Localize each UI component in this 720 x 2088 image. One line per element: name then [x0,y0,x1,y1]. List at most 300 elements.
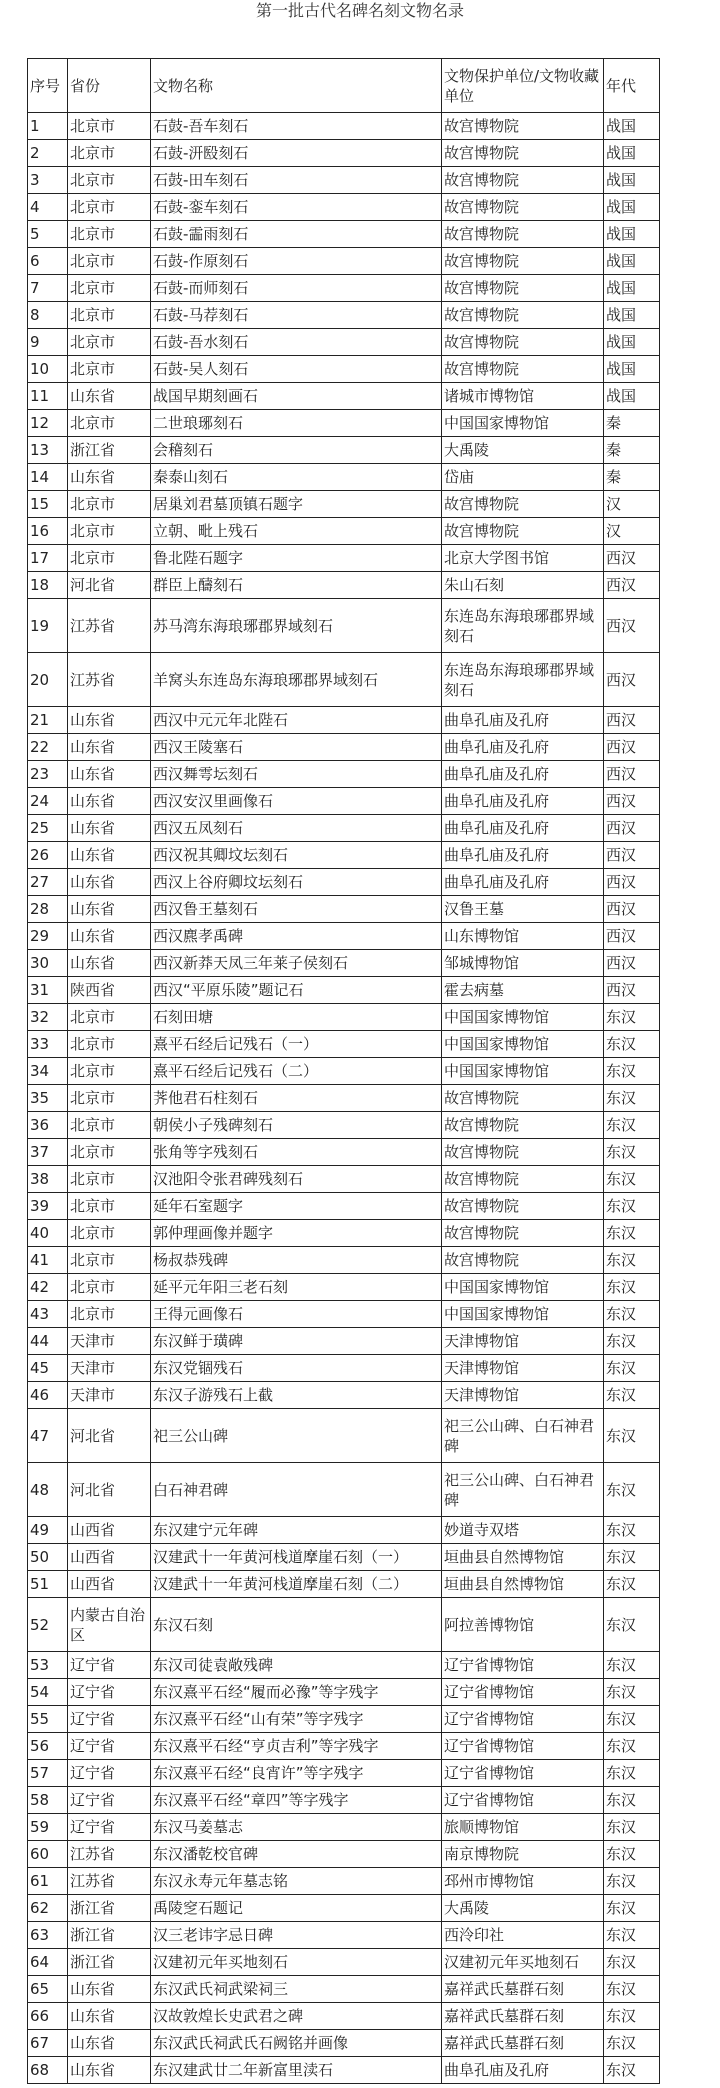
cell-no: 5 [28,221,68,248]
table-row [28,788,660,815]
cell-province: 北京市 [68,1058,151,1085]
table-row [28,1949,660,1976]
cell-no: 46 [28,1382,68,1409]
cell-unit: 故宫博物院 [442,167,604,194]
cell-province: 山东省 [68,1976,151,2003]
cell-province: 山东省 [68,707,151,734]
cell-unit: 曲阜孔庙及孔府 [442,815,604,842]
cell-no: 41 [28,1247,68,1274]
table-row [28,869,660,896]
cell-unit: 中国国家博物馆 [442,1301,604,1328]
cell-era: 东汉 [604,1598,660,1652]
cell-province: 山西省 [68,1571,151,1598]
cell-no: 20 [28,653,68,707]
cell-no: 6 [28,248,68,275]
cell-era: 战国 [604,383,660,410]
cell-province: 山东省 [68,788,151,815]
table-row [28,1112,660,1139]
cell-province: 浙江省 [68,437,151,464]
table-row [28,383,660,410]
cell-no: 64 [28,1949,68,1976]
cell-name: 延平元年阳三老石刻 [151,1274,442,1301]
header-unit: 文物保护单位/文物收藏单位 [442,59,604,113]
table-row [28,194,660,221]
cell-no: 68 [28,2057,68,2084]
table-row [28,302,660,329]
table-row [28,761,660,788]
table-row [28,842,660,869]
cell-name: 石鼓-作原刻石 [151,248,442,275]
cell-era: 东汉 [604,1868,660,1895]
table-row [28,1760,660,1787]
cell-name: 白石神君碑 [151,1463,442,1517]
cell-name: 东汉石刻 [151,1598,442,1652]
cell-era: 东汉 [604,1895,660,1922]
table-row [28,1706,660,1733]
cell-unit: 故宫博物院 [442,275,604,302]
cell-province: 北京市 [68,248,151,275]
cell-unit: 嘉祥武氏墓群石刻 [442,2003,604,2030]
cell-no: 22 [28,734,68,761]
cell-unit: 辽宁省博物馆 [442,1787,604,1814]
cell-no: 55 [28,1706,68,1733]
table-row [28,1733,660,1760]
cell-unit: 辽宁省博物馆 [442,1706,604,1733]
table-row [28,1598,660,1652]
cell-name: 石鼓-吾水刻石 [151,329,442,356]
cell-unit: 曲阜孔庙及孔府 [442,842,604,869]
table-row [28,113,660,140]
cell-name: 东汉熹平石经“章四”等字残字 [151,1787,442,1814]
cell-province: 辽宁省 [68,1787,151,1814]
table-row [28,2057,660,2084]
cell-no: 65 [28,1976,68,2003]
cell-no: 59 [28,1814,68,1841]
cell-unit: 天津博物馆 [442,1328,604,1355]
cell-unit: 故宫博物院 [442,248,604,275]
cell-no: 32 [28,1004,68,1031]
cell-province: 北京市 [68,329,151,356]
cell-province: 江苏省 [68,599,151,653]
cell-era: 东汉 [604,1679,660,1706]
cell-unit: 辽宁省博物馆 [442,1760,604,1787]
cell-unit: 北京大学图书馆 [442,545,604,572]
cell-name: 东汉建武廿二年新富里渎石 [151,2057,442,2084]
cell-province: 北京市 [68,1085,151,1112]
cell-unit: 邹城博物馆 [442,950,604,977]
cell-no: 29 [28,923,68,950]
cell-unit: 妙道寺双塔 [442,1517,604,1544]
cell-province: 江苏省 [68,653,151,707]
cell-era: 东汉 [604,1031,660,1058]
cell-unit: 诸城市博物馆 [442,383,604,410]
cell-name: 会稽刻石 [151,437,442,464]
cell-no: 61 [28,1868,68,1895]
cell-name: 东汉熹平石经“亨贞吉利”等字残字 [151,1733,442,1760]
table-row [28,815,660,842]
cell-era: 东汉 [604,2057,660,2084]
cell-no: 57 [28,1760,68,1787]
cell-name: 西汉中元元年北陛石 [151,707,442,734]
cell-province: 北京市 [68,302,151,329]
table-row [28,1922,660,1949]
table-row [28,1139,660,1166]
cell-unit: 汉建初元年买地刻石 [442,1949,604,1976]
cell-era: 西汉 [604,572,660,599]
cell-unit: 曲阜孔庙及孔府 [442,707,604,734]
cell-unit: 垣曲县自然博物馆 [442,1544,604,1571]
cell-unit: 朱山石刻 [442,572,604,599]
cell-province: 北京市 [68,1301,151,1328]
cell-no: 35 [28,1085,68,1112]
cell-unit: 曲阜孔庙及孔府 [442,761,604,788]
cell-no: 47 [28,1409,68,1463]
cell-no: 49 [28,1517,68,1544]
cell-no: 54 [28,1679,68,1706]
cell-province: 北京市 [68,275,151,302]
cell-unit: 中国国家博物馆 [442,410,604,437]
cell-unit: 东连岛东海琅琊郡界域刻石 [442,653,604,707]
cell-no: 60 [28,1841,68,1868]
cell-era: 东汉 [604,1706,660,1733]
cell-era: 西汉 [604,869,660,896]
cell-name: 东汉武氏祠武氏石阙铭并画像 [151,2030,442,2057]
cell-unit: 故宫博物院 [442,194,604,221]
cell-unit: 曲阜孔庙及孔府 [442,869,604,896]
cell-era: 东汉 [604,1328,660,1355]
table-row [28,1409,660,1463]
table-row [28,1004,660,1031]
cell-no: 51 [28,1571,68,1598]
cell-province: 江苏省 [68,1868,151,1895]
cell-unit: 故宫博物院 [442,1139,604,1166]
cell-name: 熹平石经后记残石（二） [151,1058,442,1085]
cell-province: 山东省 [68,842,151,869]
cell-era: 东汉 [604,1733,660,1760]
cell-province: 浙江省 [68,1895,151,1922]
cell-name: 汉三老讳字忌日碑 [151,1922,442,1949]
table-row [28,1355,660,1382]
cell-era: 战国 [604,167,660,194]
cell-era: 战国 [604,275,660,302]
cell-era: 西汉 [604,815,660,842]
cell-no: 4 [28,194,68,221]
table-row [28,1274,660,1301]
cell-unit: 故宫博物院 [442,1247,604,1274]
table-row [28,1814,660,1841]
cell-unit: 南京博物院 [442,1841,604,1868]
table-row [28,464,660,491]
cell-era: 东汉 [604,1139,660,1166]
cell-province: 北京市 [68,1220,151,1247]
cell-era: 东汉 [604,1571,660,1598]
cell-era: 秦 [604,410,660,437]
cell-name: 荠他君石柱刻石 [151,1085,442,1112]
cell-name: 东汉永寿元年墓志铭 [151,1868,442,1895]
cell-province: 辽宁省 [68,1652,151,1679]
cell-no: 1 [28,113,68,140]
cell-unit: 辽宁省博物馆 [442,1733,604,1760]
cell-era: 东汉 [604,1382,660,1409]
cell-name: 东汉子游残石上截 [151,1382,442,1409]
cell-unit: 大禹陵 [442,437,604,464]
cell-no: 56 [28,1733,68,1760]
cell-no: 17 [28,545,68,572]
cell-province: 河北省 [68,572,151,599]
cell-no: 67 [28,2030,68,2057]
header-era: 年代 [604,59,660,113]
cell-province: 河北省 [68,1463,151,1517]
cell-no: 13 [28,437,68,464]
table-row [28,329,660,356]
cell-era: 东汉 [604,1544,660,1571]
cell-no: 16 [28,518,68,545]
table-row [28,896,660,923]
table-row [28,1193,660,1220]
cell-era: 汉 [604,518,660,545]
cell-unit: 辽宁省博物馆 [442,1652,604,1679]
cell-era: 东汉 [604,1409,660,1463]
cell-name: 东汉司徒袁敞残碑 [151,1652,442,1679]
cell-unit: 故宫博物院 [442,302,604,329]
cell-province: 山东省 [68,950,151,977]
cell-unit: 东连岛东海琅琊郡界域刻石 [442,599,604,653]
table-row [28,1220,660,1247]
cell-era: 东汉 [604,1949,660,1976]
cell-era: 西汉 [604,707,660,734]
table-row [28,1328,660,1355]
cell-no: 14 [28,464,68,491]
cell-province: 北京市 [68,1193,151,1220]
cell-no: 36 [28,1112,68,1139]
cell-unit: 故宫博物院 [442,491,604,518]
cell-unit: 天津博物馆 [442,1355,604,1382]
cell-no: 23 [28,761,68,788]
table-row [28,923,660,950]
cell-era: 战国 [604,194,660,221]
cell-unit: 祀三公山碑、白石神君碑 [442,1463,604,1517]
cell-no: 8 [28,302,68,329]
cell-name: 群臣上醻刻石 [151,572,442,599]
cell-era: 东汉 [604,1058,660,1085]
cell-name: 西汉新莽天凤三年莱子侯刻石 [151,950,442,977]
cell-no: 63 [28,1922,68,1949]
cell-unit: 旅顺博物馆 [442,1814,604,1841]
cell-name: 汉建武十一年黄河栈道摩崖石刻（二） [151,1571,442,1598]
cell-province: 辽宁省 [68,1733,151,1760]
cell-no: 45 [28,1355,68,1382]
cell-province: 天津市 [68,1355,151,1382]
cell-province: 山东省 [68,896,151,923]
cell-province: 山东省 [68,734,151,761]
table-row [28,221,660,248]
cell-name: 羊窝头东连岛东海琅琊郡界域刻石 [151,653,442,707]
cell-era: 东汉 [604,1841,660,1868]
cell-era: 秦 [604,437,660,464]
table-row [28,1058,660,1085]
cell-unit: 故宫博物院 [442,221,604,248]
cell-unit: 故宫博物院 [442,1112,604,1139]
cell-unit: 中国国家博物馆 [442,1274,604,1301]
cell-province: 北京市 [68,410,151,437]
table-row [28,1895,660,1922]
cell-name: 王得元画像石 [151,1301,442,1328]
table-row [28,1679,660,1706]
cell-province: 浙江省 [68,1922,151,1949]
cell-no: 42 [28,1274,68,1301]
cell-province: 辽宁省 [68,1760,151,1787]
table-row [28,1301,660,1328]
cell-no: 38 [28,1166,68,1193]
cell-era: 东汉 [604,1274,660,1301]
cell-province: 山东省 [68,2003,151,2030]
cell-era: 战国 [604,113,660,140]
cell-name: 郭仲理画像并题字 [151,1220,442,1247]
cell-no: 12 [28,410,68,437]
cell-province: 北京市 [68,545,151,572]
cell-province: 山东省 [68,923,151,950]
cell-name: 西汉上谷府卿坟坛刻石 [151,869,442,896]
cell-unit: 嘉祥武氏墓群石刻 [442,2030,604,2057]
cell-province: 北京市 [68,140,151,167]
cell-name: 石鼓-霝雨刻石 [151,221,442,248]
cell-no: 3 [28,167,68,194]
cell-name: 东汉潘乾校官碑 [151,1841,442,1868]
cell-name: 西汉王陵塞石 [151,734,442,761]
cell-province: 山东省 [68,761,151,788]
header-no: 序号 [28,59,68,113]
cell-name: 西汉安汉里画像石 [151,788,442,815]
cell-province: 辽宁省 [68,1706,151,1733]
cell-unit: 西泠印社 [442,1922,604,1949]
cell-era: 东汉 [604,1355,660,1382]
table-row [28,1517,660,1544]
cell-no: 37 [28,1139,68,1166]
cell-era: 东汉 [604,1922,660,1949]
cell-name: 祀三公山碑 [151,1409,442,1463]
table-row [28,599,660,653]
cell-name: 张角等字残刻石 [151,1139,442,1166]
table-row [28,437,660,464]
table-row [28,2030,660,2057]
cell-name: 禹陵窆石题记 [151,1895,442,1922]
cell-era: 东汉 [604,1247,660,1274]
cell-no: 66 [28,2003,68,2030]
cell-name: 石鼓-吾车刻石 [151,113,442,140]
cell-no: 19 [28,599,68,653]
cell-era: 西汉 [604,923,660,950]
cell-era: 东汉 [604,1004,660,1031]
cell-unit: 曲阜孔庙及孔府 [442,788,604,815]
cell-unit: 汉鲁王墓 [442,896,604,923]
cell-name: 东汉熹平石经“良宵许”等字残字 [151,1760,442,1787]
cell-name: 苏马湾东海琅琊郡界域刻石 [151,599,442,653]
table-row [28,2003,660,2030]
cell-era: 东汉 [604,1760,660,1787]
cell-era: 东汉 [604,1814,660,1841]
cell-no: 27 [28,869,68,896]
cell-no: 31 [28,977,68,1004]
table-row [28,545,660,572]
cell-unit: 辽宁省博物馆 [442,1679,604,1706]
table-row [28,1247,660,1274]
cell-name: 二世琅琊刻石 [151,410,442,437]
table-row [28,248,660,275]
cell-no: 53 [28,1652,68,1679]
cell-era: 东汉 [604,1193,660,1220]
cell-no: 24 [28,788,68,815]
cell-unit: 岱庙 [442,464,604,491]
cell-province: 山东省 [68,383,151,410]
cell-province: 北京市 [68,113,151,140]
cell-era: 西汉 [604,653,660,707]
cell-name: 熹平石经后记残石（一） [151,1031,442,1058]
cell-era: 东汉 [604,1301,660,1328]
cell-name: 东汉熹平石经“山有荣”等字残字 [151,1706,442,1733]
cell-unit: 邳州市博物馆 [442,1868,604,1895]
cell-no: 52 [28,1598,68,1652]
table-row [28,1571,660,1598]
cell-province: 北京市 [68,1031,151,1058]
cell-no: 18 [28,572,68,599]
cell-era: 西汉 [604,842,660,869]
cell-era: 汉 [604,491,660,518]
cell-unit: 故宫博物院 [442,1220,604,1247]
cell-unit: 故宫博物院 [442,356,604,383]
table-header-row [28,59,660,113]
cell-name: 东汉党锢残石 [151,1355,442,1382]
cell-name: 石鼓-田车刻石 [151,167,442,194]
cell-name: 东汉马姜墓志 [151,1814,442,1841]
cell-era: 战国 [604,140,660,167]
cell-era: 东汉 [604,1976,660,2003]
cell-province: 天津市 [68,1382,151,1409]
cell-name: 杨叔恭残碑 [151,1247,442,1274]
cell-unit: 中国国家博物馆 [442,1031,604,1058]
cell-province: 山东省 [68,464,151,491]
cell-no: 21 [28,707,68,734]
cell-unit: 曲阜孔庙及孔府 [442,734,604,761]
cell-province: 内蒙古自治区 [68,1598,151,1652]
cell-era: 东汉 [604,1517,660,1544]
cell-name: 立朝、毗上残石 [151,518,442,545]
cell-era: 战国 [604,248,660,275]
table-row [28,1868,660,1895]
cell-name: 西汉“平原乐陵”题记石 [151,977,442,1004]
table-row [28,1085,660,1112]
cell-unit: 嘉祥武氏墓群石刻 [442,1976,604,2003]
cell-era: 东汉 [604,1220,660,1247]
table-row [28,1841,660,1868]
cell-province: 陕西省 [68,977,151,1004]
cell-name: 东汉鲜于璜碑 [151,1328,442,1355]
table-row [28,518,660,545]
cell-no: 40 [28,1220,68,1247]
cell-no: 43 [28,1301,68,1328]
cell-no: 62 [28,1895,68,1922]
cell-era: 战国 [604,221,660,248]
cell-unit: 中国国家博物馆 [442,1004,604,1031]
table-row [28,572,660,599]
cell-era: 东汉 [604,1787,660,1814]
cell-era: 东汉 [604,1652,660,1679]
cell-province: 北京市 [68,356,151,383]
cell-name: 朝侯小子残碑刻石 [151,1112,442,1139]
cell-name: 石鼓-銮车刻石 [151,194,442,221]
cell-era: 西汉 [604,734,660,761]
cell-no: 7 [28,275,68,302]
cell-unit: 故宫博物院 [442,518,604,545]
